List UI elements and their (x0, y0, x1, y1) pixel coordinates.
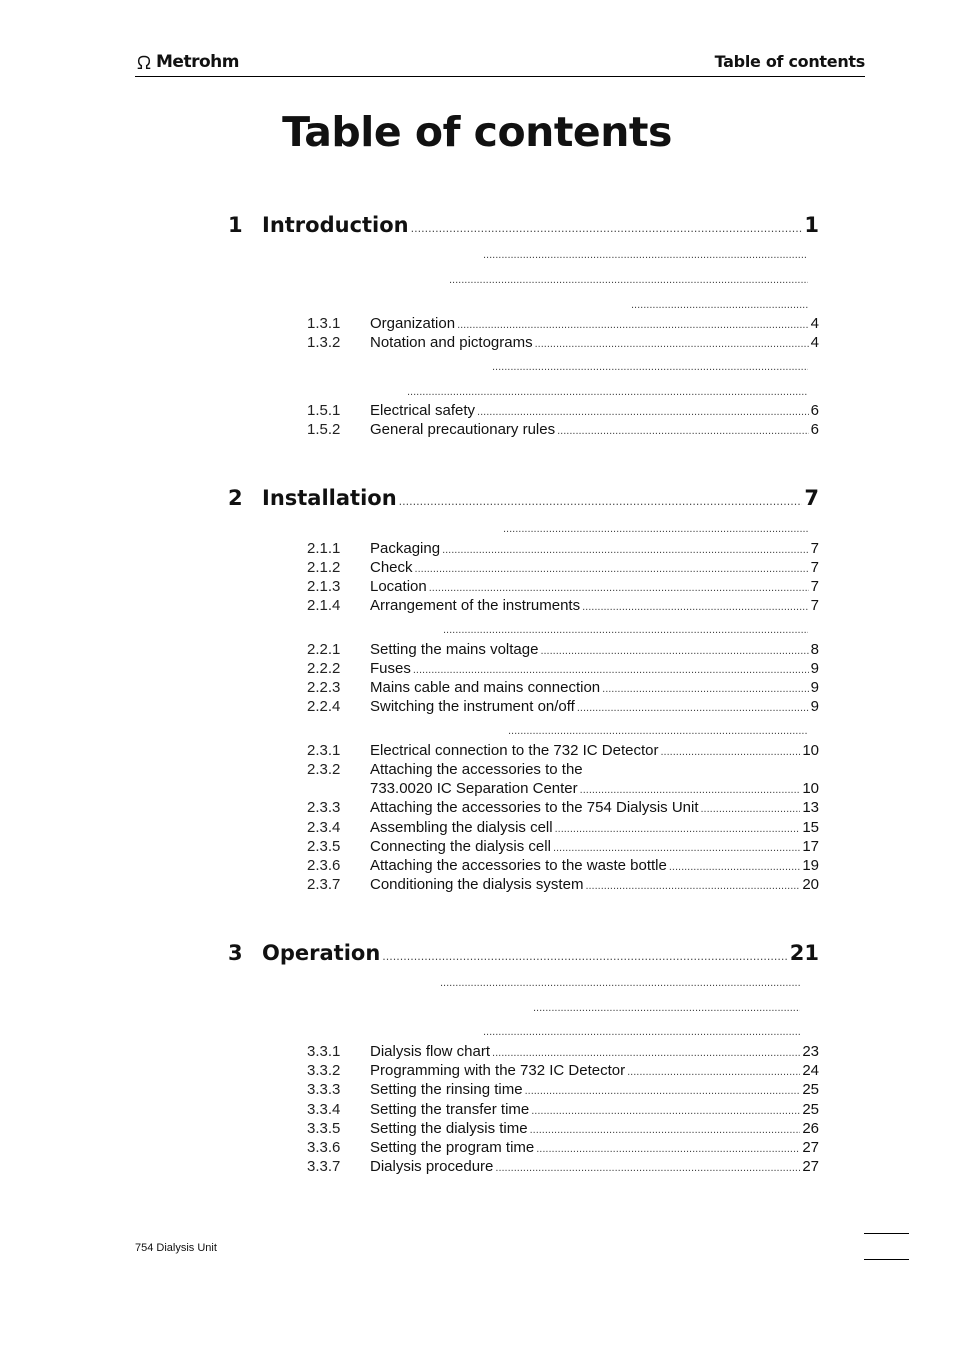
entry-page: 9 (810, 698, 819, 715)
entry-page: 4 (810, 334, 819, 351)
chapter-title: Operation (262, 941, 381, 965)
entry-page: 9 (810, 660, 819, 677)
toc-entry[interactable] (307, 421, 819, 438)
toc-entry-continuation[interactable] (307, 780, 819, 797)
dot-leader (415, 563, 809, 575)
dot-leader (582, 601, 809, 613)
toc-entry[interactable] (307, 660, 819, 677)
entry-number: 2.3.2 (307, 761, 341, 778)
entry-number: 3.3.5 (307, 1120, 341, 1137)
entry-number: 2.2.4 (307, 698, 341, 715)
entry-title: General precautionary rules (370, 421, 556, 438)
toc-entry[interactable] (307, 1120, 819, 1137)
dot-leader (440, 977, 800, 991)
running-header-title: Table of contents (714, 52, 865, 71)
chapter-number: 3 (228, 941, 243, 965)
dot-leader (477, 406, 809, 418)
dot-leader (540, 645, 808, 657)
entry-page: 10 (802, 742, 819, 759)
chapter-title: Installation (262, 486, 397, 510)
chapter-number: 1 (228, 213, 243, 237)
dot-leader (407, 386, 808, 400)
metrohm-omega-icon (135, 53, 153, 71)
entry-number: 2.3.7 (307, 876, 341, 893)
toc-entry[interactable] (307, 597, 819, 614)
dot-leader (531, 1105, 800, 1117)
dot-leader (483, 249, 808, 263)
entry-title: Fuses (370, 660, 411, 677)
entry-number: 3.3.4 (307, 1101, 341, 1118)
dot-leader (557, 425, 809, 437)
entry-title: Conditioning the dialysis system (370, 876, 584, 893)
entry-page: 17 (802, 838, 819, 855)
dot-leader (669, 861, 800, 873)
dot-leader (580, 784, 801, 796)
dot-leader (530, 1124, 801, 1136)
dot-leader (483, 1026, 800, 1040)
entry-number: 2.3.6 (307, 857, 341, 874)
entry-title: Setting the mains voltage (370, 641, 539, 658)
entry-number: 2.3.5 (307, 838, 341, 855)
dot-leader (449, 274, 808, 288)
entry-number: 3.3.6 (307, 1139, 341, 1156)
entry-number: 1.5.1 (307, 402, 341, 419)
dot-leader (577, 702, 809, 714)
footer-rule (864, 1259, 909, 1260)
entry-page: 15 (802, 819, 819, 836)
dot-leader (525, 1085, 801, 1097)
entry-page: 20 (802, 876, 819, 893)
entry-title: Attaching the accessories to the waste bottle (370, 857, 667, 874)
toc-entry[interactable] (307, 559, 819, 576)
entry-number: 1.5.2 (307, 421, 341, 438)
entry-page: 6 (810, 402, 819, 419)
entry-page: 7 (810, 578, 819, 595)
entry-title: Programming with the 732 IC Detector (370, 1062, 626, 1079)
toc-entry[interactable] (307, 857, 819, 874)
entry-title: Setting the program time (370, 1139, 535, 1156)
toc-entry[interactable] (307, 1158, 819, 1175)
entry-page: 10 (802, 780, 819, 797)
dot-leader (661, 746, 801, 758)
entry-title: Dialysis flow chart (370, 1043, 491, 1060)
entry-title: Setting the dialysis time (370, 1120, 528, 1137)
entry-title: Electrical safety (370, 402, 476, 419)
entry-page: 13 (802, 799, 819, 816)
dot-leader (495, 1162, 800, 1174)
dot-leader (443, 624, 808, 638)
entry-title: Connecting the dialysis cell (370, 838, 551, 855)
entry-number: 1.3.2 (307, 334, 341, 351)
toc-entry[interactable] (307, 761, 819, 778)
entry-page: 6 (810, 421, 819, 438)
dot-leader (492, 1047, 800, 1059)
entry-title: Switching the instrument on/off (370, 698, 575, 715)
dot-leader (535, 338, 809, 350)
entry-title: Attaching the accessories to the 754 Dialysis Unit (370, 799, 699, 816)
chapter-number: 2 (228, 486, 243, 510)
entry-page: 24 (802, 1062, 819, 1079)
entry-number: 2.1.1 (307, 540, 341, 557)
dot-leader (508, 725, 808, 739)
entry-title: Setting the transfer time (370, 1101, 530, 1118)
footer-text: 754 Dialysis Unit (135, 1242, 217, 1254)
toc-entry[interactable] (307, 1043, 819, 1060)
entry-title: Location (370, 578, 427, 595)
toc-entry[interactable] (307, 641, 819, 658)
entry-number: 2.1.4 (307, 597, 341, 614)
entry-page: 19 (802, 857, 819, 874)
toc-entry[interactable] (307, 402, 819, 419)
dot-leader (413, 664, 809, 676)
entry-title: 733.0020 IC Separation Center (370, 780, 578, 797)
entry-page: 8 (810, 641, 819, 658)
toc-entry[interactable] (307, 1139, 819, 1156)
entry-number: 2.3.4 (307, 819, 341, 836)
entry-title: Packaging (370, 540, 441, 557)
entry-number: 2.1.3 (307, 578, 341, 595)
entry-number: 2.2.2 (307, 660, 341, 677)
footer-rule (864, 1233, 909, 1234)
toc-entry[interactable] (307, 334, 819, 351)
dot-leader (585, 880, 800, 892)
entry-page: 27 (802, 1158, 819, 1175)
dot-leader (399, 495, 803, 508)
entry-page: 7 (810, 597, 819, 614)
entry-number: 2.3.1 (307, 742, 341, 759)
dot-leader (536, 1143, 800, 1155)
entry-page: 26 (802, 1120, 819, 1137)
chapter-page: 7 (804, 486, 819, 510)
entry-title: Assembling the dialysis cell (370, 819, 553, 836)
entry-number: 2.2.3 (307, 679, 341, 696)
toc-entry[interactable] (307, 679, 819, 696)
toc-chapter[interactable] (228, 486, 819, 510)
chapter-title: Introduction (262, 213, 409, 237)
entry-title: Mains cable and mains connection (370, 679, 601, 696)
entry-page: 27 (802, 1139, 819, 1156)
dot-leader (442, 544, 809, 556)
toc-entry[interactable] (307, 698, 819, 715)
toc-entry[interactable] (307, 1101, 819, 1118)
toc-entry[interactable] (307, 819, 819, 836)
entry-title: Organization (370, 315, 456, 332)
entry-title: Arrangement of the instruments (370, 597, 581, 614)
toc-entry[interactable] (307, 1062, 819, 1079)
dot-leader (555, 823, 801, 835)
entry-title: Setting the rinsing time (370, 1081, 523, 1098)
entry-number: 2.2.1 (307, 641, 341, 658)
toc-chapter[interactable] (228, 213, 819, 237)
entry-page: 7 (810, 559, 819, 576)
toc-entry[interactable] (307, 742, 819, 759)
dot-leader (492, 361, 808, 375)
entry-page: 9 (810, 679, 819, 696)
toc-entry[interactable] (307, 799, 819, 816)
dot-leader (627, 1066, 800, 1078)
toc-entry[interactable] (307, 578, 819, 595)
entry-page: 25 (802, 1081, 819, 1098)
entry-number: 3.3.3 (307, 1081, 341, 1098)
entry-page: 7 (810, 540, 819, 557)
entry-number: 1.3.1 (307, 315, 341, 332)
entry-number: 2.1.2 (307, 559, 341, 576)
dot-leader (533, 1002, 800, 1016)
dot-leader (503, 523, 808, 537)
entry-page: 23 (802, 1043, 819, 1060)
entry-title: Check (370, 559, 413, 576)
dot-leader (457, 319, 809, 331)
toc-entry[interactable] (307, 876, 819, 893)
entry-page: 4 (810, 315, 819, 332)
dot-leader (553, 842, 800, 854)
toc-entry[interactable] (307, 540, 819, 557)
dot-leader (631, 299, 808, 313)
entry-title: Electrical connection to the 732 IC Detector (370, 742, 659, 759)
dot-leader (411, 222, 803, 235)
toc-chapter[interactable] (228, 941, 819, 965)
dot-leader (382, 950, 787, 963)
chapter-page: 1 (804, 213, 819, 237)
entry-page: 25 (802, 1101, 819, 1118)
entry-number: 3.3.1 (307, 1043, 341, 1060)
brand-logo (135, 52, 239, 72)
entry-number: 3.3.2 (307, 1062, 341, 1079)
brand-name: Metrohm (156, 52, 239, 72)
entry-title: Notation and pictograms (370, 334, 533, 351)
toc-entry[interactable] (307, 1081, 819, 1098)
dot-leader (701, 803, 801, 815)
entry-title: Dialysis procedure (370, 1158, 494, 1175)
entry-number: 3.3.7 (307, 1158, 341, 1175)
toc-entry[interactable] (307, 315, 819, 332)
chapter-page: 21 (789, 941, 819, 965)
toc-entry[interactable] (307, 838, 819, 855)
page-title: Table of contents (282, 108, 672, 156)
page-header (135, 48, 865, 77)
entry-title: Attaching the accessories to the (370, 761, 583, 778)
dot-leader (429, 582, 809, 594)
dot-leader (602, 683, 809, 695)
entry-number: 2.3.3 (307, 799, 341, 816)
